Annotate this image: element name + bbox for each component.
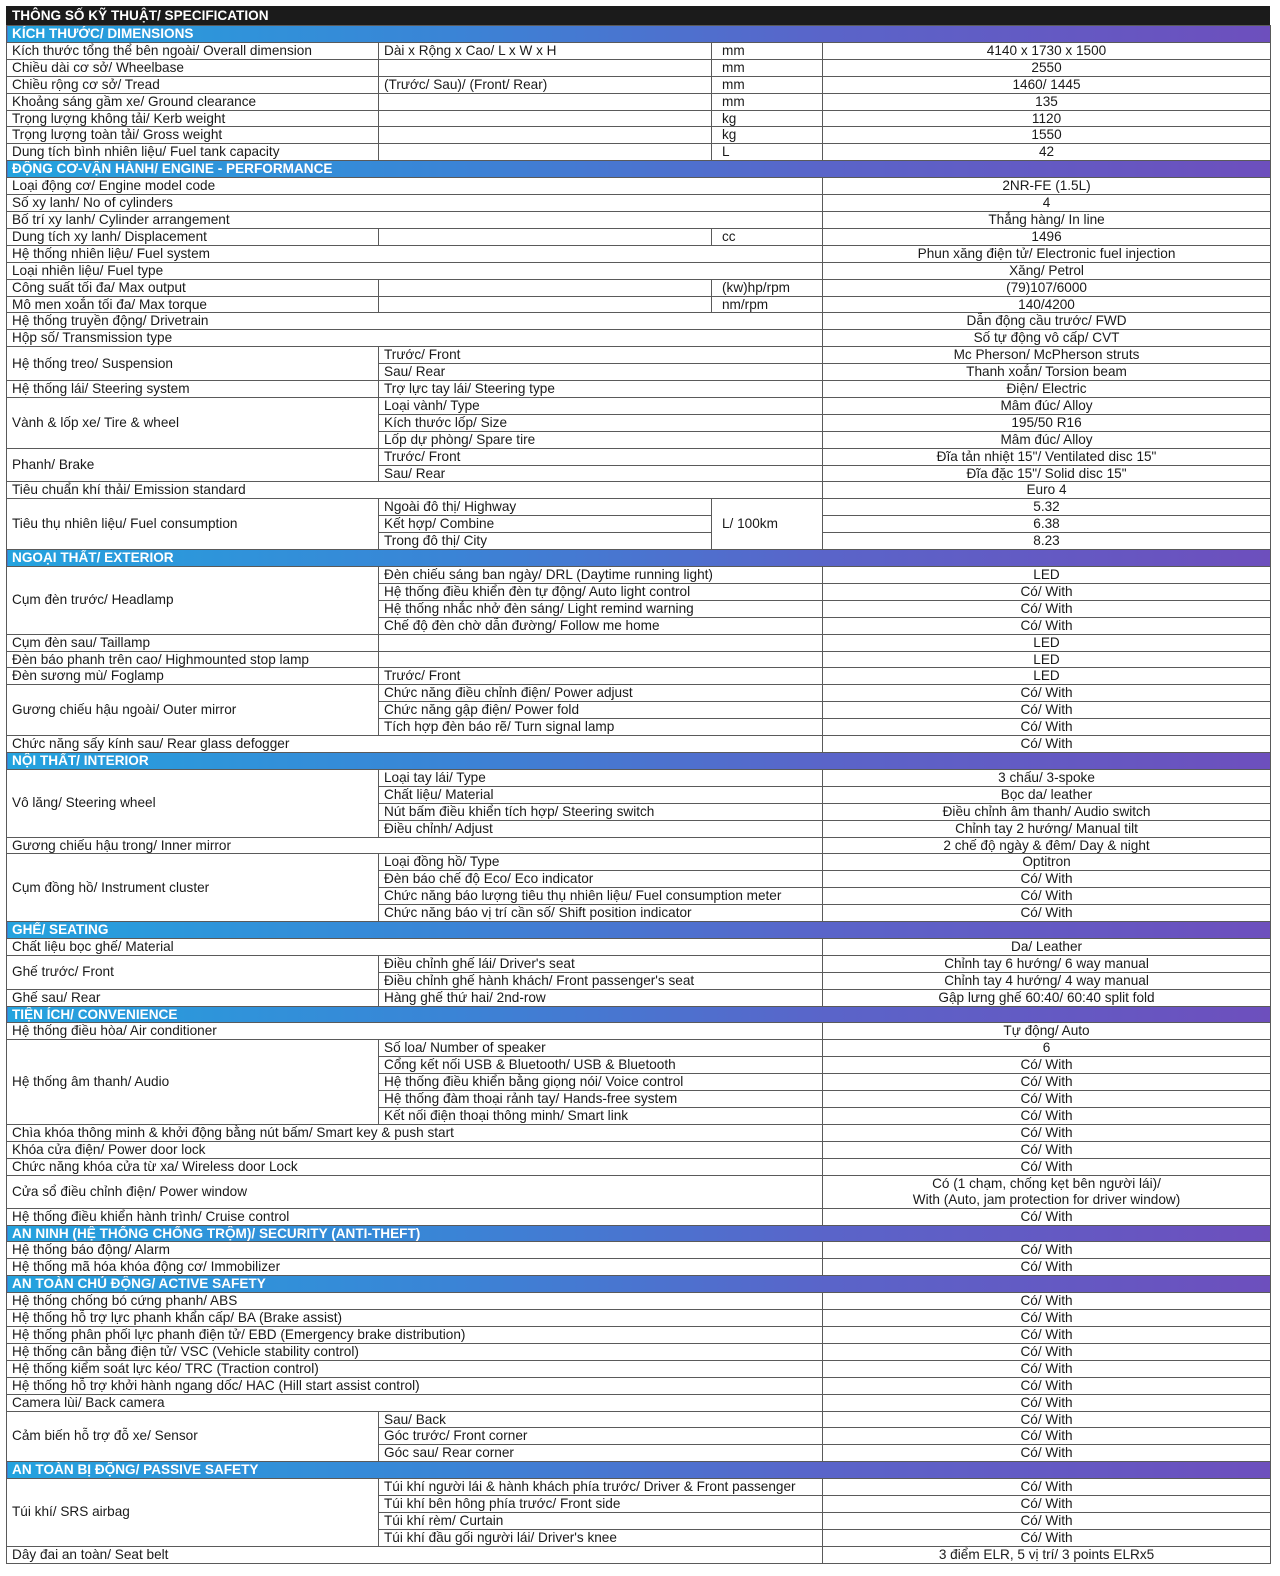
spec-row xyxy=(7,1124,1271,1141)
spec-value: Có/ With xyxy=(823,1242,1271,1259)
section-header-dong-co-van-hanh-engine-performance xyxy=(7,161,1271,178)
section-title: NỘI THẤT/ INTERIOR xyxy=(7,752,1271,769)
spec-label: Công suất tối đa/ Max output xyxy=(7,279,379,296)
spec-value: Có/ With xyxy=(823,1496,1271,1513)
spec-value: Có/ With xyxy=(823,1208,1271,1225)
spec-row xyxy=(7,736,1271,753)
spec-sublabel: Sau/ Rear xyxy=(379,364,823,381)
spec-sublabel: Loại đồng hồ/ Type xyxy=(379,854,823,871)
spec-value: Mc Pherson/ McPherson struts xyxy=(823,347,1271,364)
spec-row xyxy=(7,1411,1271,1428)
spec-value: Có/ With xyxy=(823,1091,1271,1108)
spec-label: Hệ thống điều khiển hành trình/ Cruise control xyxy=(7,1208,823,1225)
spec-value: Euro 4 xyxy=(823,482,1271,499)
spec-sublabel: Chức năng báo lượng tiêu thụ nhiên liệu/ Fuel consumption meter xyxy=(379,888,823,905)
spec-row xyxy=(7,837,1271,854)
spec-row xyxy=(7,93,1271,110)
spec-row xyxy=(7,668,1271,685)
spec-sublabel: Chế độ đèn chờ dẫn đường/ Follow me home xyxy=(379,617,823,634)
spec-value: Có/ With xyxy=(823,685,1271,702)
spec-value: Có/ With xyxy=(823,1124,1271,1141)
spec-label: Hệ thống chống bó cứng phanh/ ABS xyxy=(7,1293,823,1310)
spec-value: Có/ With xyxy=(823,1529,1271,1546)
spec-label: Gương chiếu hậu ngoài/ Outer mirror xyxy=(7,685,379,736)
spec-value: Có/ With xyxy=(823,617,1271,634)
spec-label: Cảm biến hỗ trợ đỗ xe/ Sensor xyxy=(7,1411,379,1462)
spec-value: Có/ With xyxy=(823,1057,1271,1074)
spec-sublabel: Điều chỉnh ghế lái/ Driver's seat xyxy=(379,955,823,972)
spec-label: Chiều rộng cơ sở/ Tread xyxy=(7,76,379,93)
spec-value: Có/ With xyxy=(823,1108,1271,1125)
spec-row xyxy=(7,567,1271,584)
spec-value: Đĩa đặc 15"/ Solid disc 15" xyxy=(823,465,1271,482)
spec-value: Có/ With xyxy=(823,1479,1271,1496)
spec-label: Tiêu chuẩn khí thải/ Emission standard xyxy=(7,482,823,499)
spec-sublabel: Số loa/ Number of speaker xyxy=(379,1040,823,1057)
spec-sublabel xyxy=(379,110,712,127)
spec-unit: nm/rpm xyxy=(712,296,823,313)
spec-label: Hệ thống hỗ trợ khởi hành ngang dốc/ HAC (Hill start assist control) xyxy=(7,1377,823,1394)
spec-row xyxy=(7,1394,1271,1411)
section-title: TIỆN ÍCH/ CONVENIENCE xyxy=(7,1006,1271,1023)
spec-row xyxy=(7,313,1271,330)
spec-label: Loại nhiên liệu/ Fuel type xyxy=(7,262,823,279)
spec-unit: kg xyxy=(712,127,823,144)
spec-sublabel: Nút bấm điều khiển tích hợp/ Steering switch xyxy=(379,803,823,820)
spec-value: Mâm đúc/ Alloy xyxy=(823,431,1271,448)
spec-label: Chức năng sấy kính sau/ Rear glass defogger xyxy=(7,736,823,753)
spec-row xyxy=(7,347,1271,364)
spec-row xyxy=(7,262,1271,279)
spec-row xyxy=(7,110,1271,127)
spec-value: 1496 xyxy=(823,228,1271,245)
spec-sublabel: Đèn chiếu sáng ban ngày/ DRL (Daytime running light) xyxy=(379,567,823,584)
spec-label: Dung tích xy lanh/ Displacement xyxy=(7,228,379,245)
spec-label: Hệ thống nhiên liệu/ Fuel system xyxy=(7,245,823,262)
spec-value: Có/ With xyxy=(823,905,1271,922)
spec-sublabel: Đèn báo chế độ Eco/ Eco indicator xyxy=(379,871,823,888)
spec-value: 6 xyxy=(823,1040,1271,1057)
spec-sublabel xyxy=(379,93,712,110)
section-header-an-toan-chu-dong-active-safety xyxy=(7,1276,1271,1293)
spec-value: 4140 x 1730 x 1500 xyxy=(823,42,1271,59)
spec-sublabel: Chức năng gập điện/ Power fold xyxy=(379,702,823,719)
spec-sublabel: Loại vành/ Type xyxy=(379,397,823,414)
spec-row xyxy=(7,1326,1271,1343)
spec-value: Optitron xyxy=(823,854,1271,871)
spec-value: Có/ With xyxy=(823,888,1271,905)
spec-value: 2NR-FE (1.5L) xyxy=(823,178,1271,195)
spec-sublabel: Hệ thống điều khiển bằng giọng nói/ Voice control xyxy=(379,1074,823,1091)
spec-row xyxy=(7,938,1271,955)
spec-sublabel: Trước/ Front xyxy=(379,448,823,465)
spec-row xyxy=(7,1546,1271,1563)
spec-row xyxy=(7,59,1271,76)
spec-value: Da/ Leather xyxy=(823,938,1271,955)
spec-label: Đèn báo phanh trên cao/ Highmounted stop lamp xyxy=(7,651,379,668)
spec-value: Thẳng hàng/ In line xyxy=(823,211,1271,228)
spec-label: Camera lùi/ Back camera xyxy=(7,1394,823,1411)
spec-value: 4 xyxy=(823,195,1271,212)
spec-label: Bố trí xy lanh/ Cylinder arrangement xyxy=(7,211,823,228)
spec-row xyxy=(7,1310,1271,1327)
spec-value: Chỉnh tay 6 hướng/ 6 way manual xyxy=(823,955,1271,972)
section-header-tien-ich-convenience xyxy=(7,1006,1271,1023)
spec-unit: cc xyxy=(712,228,823,245)
spec-label: Hệ thống cân bằng điện tử/ VSC (Vehicle stability control) xyxy=(7,1343,823,1360)
spec-table xyxy=(6,25,1271,1564)
spec-row xyxy=(7,1293,1271,1310)
spec-label: Hệ thống lái/ Steering system xyxy=(7,381,379,398)
spec-label: Hệ thống kiểm soát lực kéo/ TRC (Traction control) xyxy=(7,1360,823,1377)
spec-label: Trọng lượng toàn tải/ Gross weight xyxy=(7,127,379,144)
spec-label: Khóa cửa điện/ Power door lock xyxy=(7,1141,823,1158)
spec-label: Dây đai an toàn/ Seat belt xyxy=(7,1546,823,1563)
spec-label: Cụm đèn trước/ Headlamp xyxy=(7,567,379,635)
spec-value: 3 điểm ELR, 5 vị trí/ 3 points ELRx5 xyxy=(823,1546,1271,1563)
spec-label: Cụm đồng hồ/ Instrument cluster xyxy=(7,854,379,922)
spec-row xyxy=(7,1259,1271,1276)
spec-value: 5.32 xyxy=(823,499,1271,516)
spec-value: LED xyxy=(823,668,1271,685)
spec-unit: L xyxy=(712,144,823,161)
spec-sublabel: Trợ lực tay lái/ Steering type xyxy=(379,381,823,398)
spec-row xyxy=(7,1479,1271,1496)
spec-label: Hộp số/ Transmission type xyxy=(7,330,823,347)
spec-sublabel: Kết hợp/ Combine xyxy=(379,516,712,533)
spec-value: 8.23 xyxy=(823,533,1271,550)
spec-row xyxy=(7,499,1271,516)
spec-value: Có/ With xyxy=(823,1343,1271,1360)
spec-sublabel: Ngoài đô thị/ Highway xyxy=(379,499,712,516)
spec-value: Thanh xoắn/ Torsion beam xyxy=(823,364,1271,381)
spec-sublabel: Túi khí bên hông phía trước/ Front side xyxy=(379,1496,823,1513)
spec-row xyxy=(7,397,1271,414)
spec-value: 6.38 xyxy=(823,516,1271,533)
spec-sublabel xyxy=(379,59,712,76)
spec-value: Đĩa tản nhiệt 15"/ Ventilated disc 15" xyxy=(823,448,1271,465)
section-title: KÍCH THƯỚC/ DIMENSIONS xyxy=(7,26,1271,43)
spec-row xyxy=(7,178,1271,195)
spec-value: Tự động/ Auto xyxy=(823,1023,1271,1040)
spec-value: Có/ With xyxy=(823,1259,1271,1276)
spec-value: Số tự động vô cấp/ CVT xyxy=(823,330,1271,347)
spec-value: 1120 xyxy=(823,110,1271,127)
spec-sublabel: Hệ thống nhắc nhở đèn sáng/ Light remind warning xyxy=(379,600,823,617)
spec-row xyxy=(7,144,1271,161)
spec-value: Phun xăng điện tử/ Electronic fuel injection xyxy=(823,245,1271,262)
spec-unit: mm xyxy=(712,76,823,93)
spec-label: Đèn sương mù/ Foglamp xyxy=(7,668,379,685)
spec-value: Bọc da/ leather xyxy=(823,786,1271,803)
spec-value: Có/ With xyxy=(823,702,1271,719)
spec-sublabel: Chất liệu/ Material xyxy=(379,786,823,803)
spec-row xyxy=(7,211,1271,228)
spec-row xyxy=(7,854,1271,871)
spec-row xyxy=(7,634,1271,651)
spec-sublabel: Sau/ Rear xyxy=(379,465,823,482)
spec-value: Có/ With xyxy=(823,1428,1271,1445)
spec-row xyxy=(7,651,1271,668)
spec-unit: (kw)hp/rpm xyxy=(712,279,823,296)
spec-sublabel: Trước/ Front xyxy=(379,668,823,685)
spec-value: Điện/ Electric xyxy=(823,381,1271,398)
spec-value: Có/ With xyxy=(823,583,1271,600)
spec-sublabel: Tích hợp đèn báo rẽ/ Turn signal lamp xyxy=(379,719,823,736)
spec-sublabel xyxy=(379,651,823,668)
spec-value: 2 chế độ ngày & đêm/ Day & night xyxy=(823,837,1271,854)
spec-sublabel: Cổng kết nối USB & Bluetooth/ USB & Bluetooth xyxy=(379,1057,823,1074)
spec-sublabel: Góc trước/ Front corner xyxy=(379,1428,823,1445)
spec-value: (79)107/6000 xyxy=(823,279,1271,296)
spec-row xyxy=(7,42,1271,59)
spec-value: 195/50 R16 xyxy=(823,414,1271,431)
spec-sublabel: Túi khí người lái & hành khách phía trước/ Driver & Front passenger xyxy=(379,1479,823,1496)
spec-value: Gập lưng ghế 60:40/ 60:40 split fold xyxy=(823,989,1271,1006)
spec-row xyxy=(7,1023,1271,1040)
spec-value: 140/4200 xyxy=(823,296,1271,313)
spec-sublabel: Hàng ghế thứ hai/ 2nd-row xyxy=(379,989,823,1006)
spec-row xyxy=(7,1360,1271,1377)
spec-row xyxy=(7,1175,1271,1208)
spec-sublabel: (Trước/ Sau)/ (Front/ Rear) xyxy=(379,76,712,93)
spec-value: Có/ With xyxy=(823,1141,1271,1158)
spec-row xyxy=(7,482,1271,499)
section-header-noi-that-interior xyxy=(7,752,1271,769)
spec-value: 42 xyxy=(823,144,1271,161)
spec-value: Có/ With xyxy=(823,1445,1271,1462)
spec-sublabel xyxy=(379,144,712,161)
spec-value: LED xyxy=(823,651,1271,668)
spec-value: Có/ With xyxy=(823,1310,1271,1327)
spec-sublabel: Kết nối điện thoại thông minh/ Smart link xyxy=(379,1108,823,1125)
spec-row xyxy=(7,685,1271,702)
spec-label: Khoảng sáng gầm xe/ Ground clearance xyxy=(7,93,379,110)
spec-row xyxy=(7,76,1271,93)
spec-row xyxy=(7,1208,1271,1225)
spec-row xyxy=(7,127,1271,144)
spec-label: Kích thước tổng thể bên ngoài/ Overall dimension xyxy=(7,42,379,59)
spec-row xyxy=(7,1158,1271,1175)
spec-row xyxy=(7,989,1271,1006)
sheet-title: THÔNG SỐ KỸ THUẬT/ SPECIFICATION xyxy=(6,6,1270,25)
spec-label: Phanh/ Brake xyxy=(7,448,379,482)
section-title: NGOẠI THẤT/ EXTERIOR xyxy=(7,550,1271,567)
spec-sublabel: Chức năng điều chỉnh điện/ Power adjust xyxy=(379,685,823,702)
spec-value: Có/ With xyxy=(823,871,1271,888)
spec-row xyxy=(7,1242,1271,1259)
spec-value: 1550 xyxy=(823,127,1271,144)
spec-value: 1460/ 1445 xyxy=(823,76,1271,93)
spec-row xyxy=(7,1040,1271,1057)
spec-label: Vô lăng/ Steering wheel xyxy=(7,769,379,837)
spec-value: 135 xyxy=(823,93,1271,110)
spec-sublabel: Hệ thống điều khiển đèn tự động/ Auto light control xyxy=(379,583,823,600)
spec-unit: mm xyxy=(712,93,823,110)
spec-value: Có/ With xyxy=(823,719,1271,736)
spec-value: Có/ With xyxy=(823,1074,1271,1091)
spec-sublabel xyxy=(379,296,712,313)
spec-label: Hệ thống treo/ Suspension xyxy=(7,347,379,381)
spec-value: Có/ With xyxy=(823,1512,1271,1529)
spec-sublabel: Điều chỉnh/ Adjust xyxy=(379,820,823,837)
spec-row xyxy=(7,1141,1271,1158)
spec-row xyxy=(7,279,1271,296)
spec-value: Chỉnh tay 4 hướng/ 4 way manual xyxy=(823,972,1271,989)
spec-value: Dẫn động cầu trước/ FWD xyxy=(823,313,1271,330)
spec-sublabel: Dài x Rộng x Cao/ L x W x H xyxy=(379,42,712,59)
section-header-kich-thuoc-dimensions xyxy=(7,26,1271,43)
spec-row xyxy=(7,448,1271,465)
spec-value: Có/ With xyxy=(823,1158,1271,1175)
section-title: AN NINH (HỆ THỐNG CHỐNG TRỘM)/ SECURITY (ANTI-THEFT) xyxy=(7,1225,1271,1242)
spec-sublabel: Túi khí rèm/ Curtain xyxy=(379,1512,823,1529)
spec-sublabel xyxy=(379,279,712,296)
section-header-ngoai-that-exterior xyxy=(7,550,1271,567)
spec-unit: L/ 100km xyxy=(712,499,823,550)
spec-sublabel: Trong đô thị/ City xyxy=(379,533,712,550)
spec-row xyxy=(7,245,1271,262)
spec-value: Có/ With xyxy=(823,600,1271,617)
spec-label: Hệ thống phân phối lực phanh điện tử/ EBD (Emergency brake distribution) xyxy=(7,1326,823,1343)
spec-label: Vành & lốp xe/ Tire & wheel xyxy=(7,397,379,448)
section-title: AN TOÀN CHỦ ĐỘNG/ ACTIVE SAFETY xyxy=(7,1276,1271,1293)
spec-value: Chỉnh tay 2 hướng/ Manual tilt xyxy=(823,820,1271,837)
spec-value: Mâm đúc/ Alloy xyxy=(823,397,1271,414)
spec-sublabel: Trước/ Front xyxy=(379,347,823,364)
spec-label: Cụm đèn sau/ Taillamp xyxy=(7,634,379,651)
spec-value-line: Có (1 chạm, chống kẹt bên người lái)/ xyxy=(932,1175,1161,1191)
spec-label: Chức năng khóa cửa từ xa/ Wireless door Lock xyxy=(7,1158,823,1175)
spec-sublabel: Điều chỉnh ghế hành khách/ Front passenger's seat xyxy=(379,972,823,989)
spec-row xyxy=(7,1343,1271,1360)
spec-label: Hệ thống mã hóa khóa động cơ/ Immobilizer xyxy=(7,1259,823,1276)
spec-label: Loại động cơ/ Engine model code xyxy=(7,178,823,195)
spec-value: Có/ With xyxy=(823,736,1271,753)
section-title: AN TOÀN BỊ ĐỘNG/ PASSIVE SAFETY xyxy=(7,1462,1271,1479)
spec-label: Trọng lượng không tải/ Kerb weight xyxy=(7,110,379,127)
spec-sublabel: Lốp dự phòng/ Spare tire xyxy=(379,431,823,448)
spec-row xyxy=(7,955,1271,972)
section-header-an-toan-bi-dong-passive-safety xyxy=(7,1462,1271,1479)
spec-row xyxy=(7,381,1271,398)
spec-sublabel: Chức năng báo vị trí cần số/ Shift position indicator xyxy=(379,905,823,922)
spec-label: Dung tích bình nhiên liệu/ Fuel tank capacity xyxy=(7,144,379,161)
spec-label: Hệ thống hỗ trợ lực phanh khẩn cấp/ BA (Brake assist) xyxy=(7,1310,823,1327)
spec-sublabel xyxy=(379,127,712,144)
spec-label: Số xy lanh/ No of cylinders xyxy=(7,195,823,212)
spec-label: Chìa khóa thông minh & khởi động bằng nút bấm/ Smart key & push start xyxy=(7,1124,823,1141)
spec-label: Cửa sổ điều chỉnh điện/ Power window xyxy=(7,1175,823,1208)
spec-value: Có/ With xyxy=(823,1411,1271,1428)
spec-value: Có/ With xyxy=(823,1293,1271,1310)
spec-value: Có/ With xyxy=(823,1394,1271,1411)
spec-row xyxy=(7,330,1271,347)
spec-label: Ghế sau/ Rear xyxy=(7,989,379,1006)
spec-row xyxy=(7,1377,1271,1394)
spec-row xyxy=(7,195,1271,212)
spec-label: Hệ thống báo động/ Alarm xyxy=(7,1242,823,1259)
spec-label: Túi khí/ SRS airbag xyxy=(7,1479,379,1547)
section-header-ghe-seating xyxy=(7,922,1271,939)
spec-value: Có/ With xyxy=(823,1326,1271,1343)
spec-value: Có/ With xyxy=(823,1377,1271,1394)
spec-row xyxy=(7,296,1271,313)
spec-label: Ghế trước/ Front xyxy=(7,955,379,989)
section-header-an-ninh-he-thong-chong-trom-security-ant xyxy=(7,1225,1271,1242)
spec-value: Xăng/ Petrol xyxy=(823,262,1271,279)
spec-value-line: With (Auto, jam protection for driver window) xyxy=(912,1191,1181,1207)
spec-value: Điều chỉnh âm thanh/ Audio switch xyxy=(823,803,1271,820)
spec-value: LED xyxy=(823,567,1271,584)
spec-value: 3 chấu/ 3-spoke xyxy=(823,769,1271,786)
spec-label: Hệ thống điều hòa/ Air conditioner xyxy=(7,1023,823,1040)
spec-sublabel xyxy=(379,634,823,651)
spec-label: Chiều dài cơ sở/ Wheelbase xyxy=(7,59,379,76)
spec-label: Gương chiếu hậu trong/ Inner mirror xyxy=(7,837,823,854)
spec-unit: mm xyxy=(712,59,823,76)
spec-sublabel: Sau/ Back xyxy=(379,1411,823,1428)
spec-label: Chất liệu bọc ghế/ Material xyxy=(7,938,823,955)
spec-sublabel: Loại tay lái/ Type xyxy=(379,769,823,786)
spec-sublabel: Túi khí đầu gối người lái/ Driver's knee xyxy=(379,1529,823,1546)
spec-sublabel: Kích thước lốp/ Size xyxy=(379,414,823,431)
spec-label: Hệ thống âm thanh/ Audio xyxy=(7,1040,379,1125)
spec-value xyxy=(823,1175,1271,1208)
spec-value: 2550 xyxy=(823,59,1271,76)
spec-sublabel: Góc sau/ Rear corner xyxy=(379,1445,823,1462)
spec-unit: mm xyxy=(712,42,823,59)
section-title: ĐỘNG CƠ-VẬN HÀNH/ ENGINE - PERFORMANCE xyxy=(7,161,1271,178)
spec-row xyxy=(7,769,1271,786)
spec-label: Mô men xoắn tối đa/ Max torque xyxy=(7,296,379,313)
spec-row xyxy=(7,228,1271,245)
section-title: GHẾ/ SEATING xyxy=(7,922,1271,939)
spec-sublabel xyxy=(379,228,712,245)
spec-value: Có/ With xyxy=(823,1360,1271,1377)
spec-value: LED xyxy=(823,634,1271,651)
spec-label: Tiêu thụ nhiên liệu/ Fuel consumption xyxy=(7,499,379,550)
spec-sublabel: Hệ thống đàm thoại rảnh tay/ Hands-free system xyxy=(379,1091,823,1108)
spec-label: Hệ thống truyền động/ Drivetrain xyxy=(7,313,823,330)
spec-unit: kg xyxy=(712,110,823,127)
specification-sheet xyxy=(6,6,1270,1564)
